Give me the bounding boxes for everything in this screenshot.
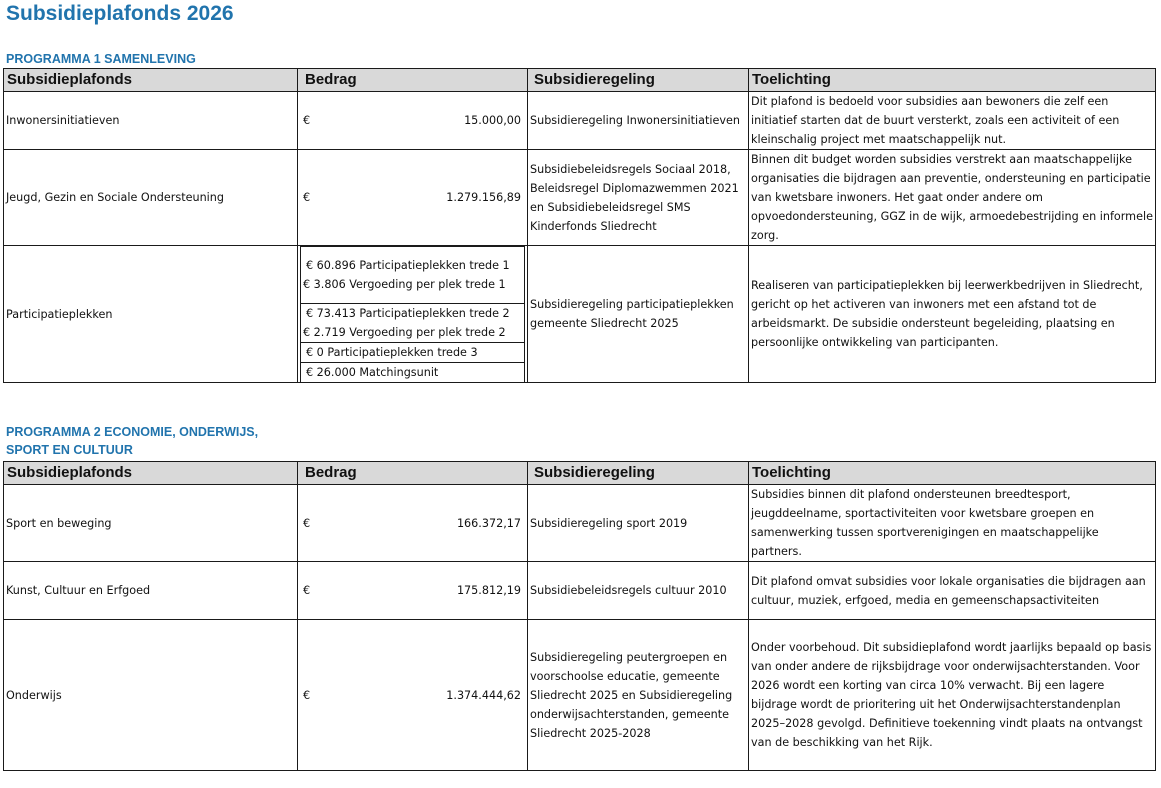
section-heading-programma-2 — [6, 423, 258, 459]
amount-cell — [298, 92, 528, 150]
table-row — [4, 485, 1156, 562]
subsidy-table-programma-1 — [3, 68, 1156, 383]
amount-value: 166.372,17 — [456, 516, 521, 530]
column-header-subsidieregeling: Subsidieregeling — [528, 462, 749, 485]
amount-breakdown-item — [301, 343, 525, 363]
amount-breakdown-line: € 0 Participatieplekken trede 3 — [306, 346, 478, 359]
regeling-text: Subsidieregeling sport 2019 — [528, 485, 749, 562]
currency-symbol: € — [303, 114, 311, 127]
column-header-toelichting: Toelichting — [749, 462, 1156, 485]
currency-symbol: € — [303, 584, 311, 597]
section-heading-line: SPORT EN CULTUUR — [6, 443, 133, 457]
table-header-row — [4, 462, 1156, 485]
amount-breakdown-line: € 73.413 Participatieplekken trede 2 — [306, 307, 510, 320]
currency-symbol: € — [303, 191, 311, 204]
plafond-name: Inwonersinitiatieven — [4, 92, 298, 150]
amount-breakdown-line: € 60.896 Participatieplekken trede 1 — [306, 259, 510, 272]
amount-breakdown-item — [301, 304, 525, 343]
toelichting-text: Subsidies binnen dit plafond ondersteunen breedtesport, jeugddeelname, sportactiviteiten voor kwetsbare groepen en samenwerking tussen sportverenigingen en maatschappelijke partners. — [749, 485, 1156, 562]
amount-cell — [298, 562, 528, 620]
table-row — [4, 562, 1156, 620]
plafond-name: Sport en beweging — [4, 485, 298, 562]
regeling-text: Subsidieregeling participatieplekken gemeente Sliedrecht 2025 — [528, 246, 749, 383]
document-title: Subsidieplafonds 2026 — [6, 2, 234, 25]
toelichting-text: Dit plafond is bedoeld voor subsidies aan bewoners die zelf een initiatief starten dat de buurt versterkt, zoals een activiteit of een kleinschalig project met maatschappelijk nut. — [749, 92, 1156, 150]
toelichting-text: Realiseren van participatieplekken bij leerwerkbedrijven in Sliedrecht, gericht op het activeren van inwoners met een afstand tot de arbeidsmarkt. De subsidie ondersteunt begeleiding, plaatsing en persoonlijke ontwikkeling van participanten. — [749, 246, 1156, 383]
column-header-subsidieplafonds: Subsidieplafonds — [4, 69, 298, 92]
amount-breakdown-line: € 26.000 Matchingsunit — [306, 366, 439, 379]
column-header-bedrag: Bedrag — [298, 462, 528, 485]
amount-cell — [298, 485, 528, 562]
plafond-name: Onderwijs — [4, 620, 298, 771]
amount-value: 175.812,19 — [456, 584, 521, 597]
toelichting-text: Onder voorbehoud. Dit subsidieplafond wordt jaarlijks bepaald op basis van onder andere de rijksbijdrage voor onderwijsachterstanden. Voor 2026 wordt een korting van circa 10% verwacht. Bij een lagere bijdrage wordt de prioritering uit het Onderwijsachterstandenplan 2025–2028 gevolgd. Definitieve toekenning vindt plaats na ontvangst van de beschikking van het Rijk. — [749, 620, 1156, 771]
column-header-subsidieregeling: Subsidieregeling — [528, 69, 749, 92]
regeling-text: Subsidiebeleidsregels cultuur 2010 — [528, 562, 749, 620]
amount-value: 15.000,00 — [464, 114, 521, 127]
regeling-text: Subsidiebeleidsregels Sociaal 2018, Beleidsregel Diplomazwemmen 2021 en Subsidiebeleidsregel SMS Kinderfonds Sliedrecht — [528, 150, 749, 246]
amount-breakdown-list — [300, 246, 525, 382]
amount-breakdown-item — [301, 363, 525, 383]
column-header-subsidieplafonds: Subsidieplafonds — [4, 462, 298, 485]
amount-breakdown-item — [301, 247, 525, 304]
plafond-name: Kunst, Cultuur en Erfgoed — [4, 562, 298, 620]
plafond-name: Participatieplekken — [4, 246, 298, 383]
amount-breakdown-line: € 3.806 Vergoeding per plek trede 1 — [303, 278, 506, 291]
amount-breakdown-cell — [298, 246, 528, 383]
regeling-text: Subsidieregeling Inwonersinitiatieven — [528, 92, 749, 150]
amount-breakdown-line: € 2.719 Vergoeding per plek trede 2 — [303, 326, 506, 339]
table-row — [4, 92, 1156, 150]
currency-symbol: € — [303, 688, 311, 702]
section-heading-programma-1: PROGRAMMA 1 SAMENLEVING — [6, 52, 196, 66]
table-row — [4, 150, 1156, 246]
toelichting-text: Dit plafond omvat subsidies voor lokale organisaties die bijdragen aan cultuur, muziek, erfgoed, media en gemeenschapsactiviteiten — [749, 562, 1156, 620]
amount-cell — [298, 620, 528, 771]
amount-value: 1.279.156,89 — [446, 191, 521, 204]
column-header-bedrag: Bedrag — [298, 69, 528, 92]
plafond-name: Jeugd, Gezin en Sociale Ondersteuning — [4, 150, 298, 246]
table-header-row — [4, 69, 1156, 92]
column-header-toelichting: Toelichting — [749, 69, 1156, 92]
subsidy-table-programma-2 — [3, 461, 1156, 771]
amount-value: 1.374.444,62 — [446, 688, 521, 702]
amount-cell — [298, 150, 528, 246]
table-row — [4, 246, 1156, 383]
table-row — [4, 620, 1156, 771]
section-heading-line: PROGRAMMA 2 ECONOMIE, ONDERWIJS, — [6, 425, 259, 439]
regeling-text: Subsidieregeling peutergroepen en voorschoolse educatie, gemeente Sliedrecht 2025 en Subsidieregeling onderwijsachterstanden, gemeente Sliedrecht 2025-2028 — [528, 620, 749, 771]
currency-symbol: € — [303, 516, 311, 530]
toelichting-text: Binnen dit budget worden subsidies verstrekt aan maatschappelijke organisaties die bijdragen aan preventie, ondersteuning en participatie van kwetsbare inwoners. Het gaat onder andere om opvoedondersteuning, GGZ in de wijk, armoedebestrijding en informele zorg. — [749, 150, 1156, 246]
